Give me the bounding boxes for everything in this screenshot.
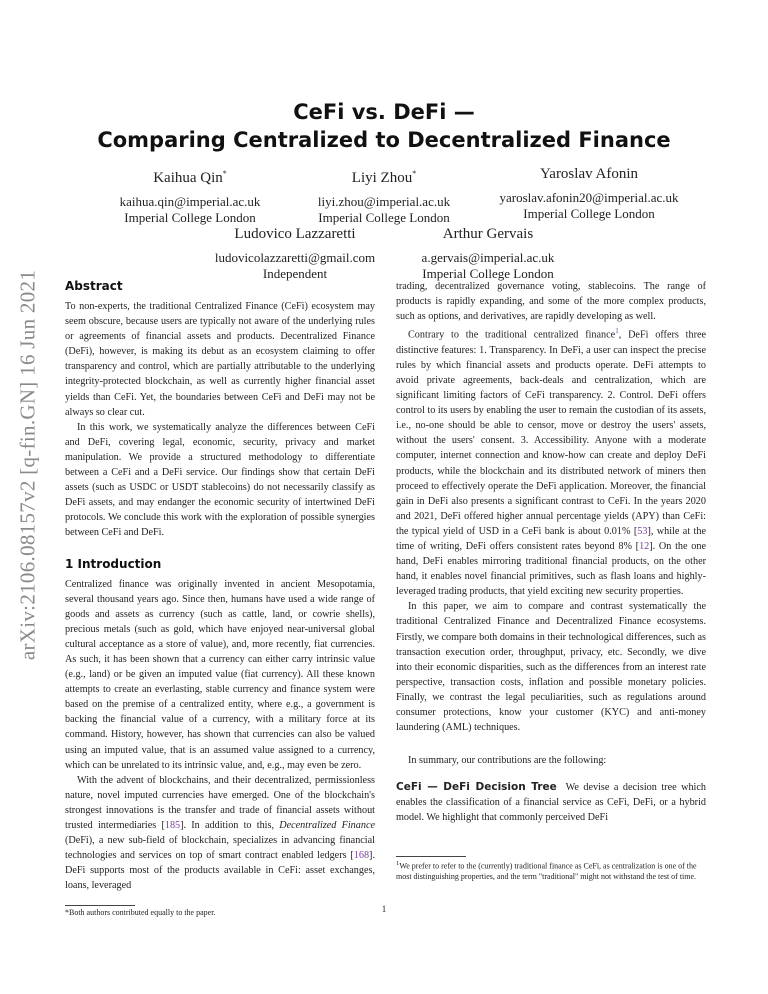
body-paragraph: Contrary to the traditional centralized finance$^1$, DeFi offers three distinctive features: 1. Transparency. In DeFi, a user can inspect the precise rules by which financial assets and products operate. DeFi attempts to avoid private agreements, back-deals and centralization, which are significant limiting factors of CeFi transparency. 2. Control. DeFi offers control to its users by enabling the user to remain the custodian of its assets, i.e., no-one should be able to censor, move or destroy the users' assets, without the users' consent. 3. Accessibility. Anyone with a moderate computer, internet connection and know-how can create and deploy DeFi products, while the blockchain and its distributed network of miners then proceed to effectively operate the DeFi application. Moreover, the financial gain in DeFi also presents a significant contrast to CeFi. In the years 2020 and 2021, DeFi offered higher annual percentage yields (APY) than CeFi: the typical yield of USD in a CeFi bank is about 0.01% [53], while at the time of writing, DeFi offers consistent rates beyond 8% [12]. On the one hand, DeFi enables mirroring traditional financial products, on the other hand, it enables novel financial primitives, such as flash loans and highly-leveraged trading products, that yield exciting new security properties. [396, 327, 707, 598]
abstract-heading: Abstract [65, 279, 123, 293]
author-block: Kaihua Qin* kaihua.qin@imperial.ac.uk Imperial College London [95, 166, 285, 226]
page-number: 1 [381, 904, 387, 914]
footnote: *Both authors contributed equally to the paper. [65, 908, 216, 918]
author-affiliation: Imperial College London [523, 206, 655, 221]
citation-link[interactable]: 168 [353, 850, 370, 862]
author-affiliation: Imperial College London [124, 210, 256, 225]
right-column [396, 279, 706, 882]
author-name: Liyi Zhou [351, 170, 413, 186]
citation-link[interactable]: 185 [164, 820, 181, 831]
author-name: Kaihua Qin [153, 170, 223, 186]
body-paragraph: In summary, our contributions are the following: [408, 755, 607, 767]
introduction-paragraph: With the advent of blockchains, and their decentralized, permissionless nature, novel imputed currencies have emerged. One of the blockchain's strongest innovations is the transfer and trade of financial assets without trusted intermediaries [185]. In addition to this, Decentralized Finance (DeFi), a new sub-field of blockchain, specializes in advancing financial technologies and services on top of smart contract enabled ledgers [168]. DeFi supports most of the products available in CeFi: asset exchanges, loans, leveraged [65, 774, 375, 892]
author-affiliation: Imperial College London [422, 266, 554, 281]
author-email: a.gervais@imperial.ac.uk [421, 250, 555, 265]
author-block [484, 166, 694, 222]
author-affiliation: Independent [262, 266, 328, 281]
author-name: Yaroslav Afonin [539, 166, 639, 182]
arxiv-identifier: arXiv:2106.08157v2 [q-fin.GN] 16 Jun 2021 [15, 269, 40, 661]
left-column [65, 279, 375, 919]
body-paragraph: In this paper, we aim to compare and contrast systematically the traditional Centralized Finance and Decentralized Finance ecosystems. Firstly, we compare both domains in their technological differences, such as transaction execution order, throughput, privacy, etc. Secondly, we dive into their economic disparities, such as the differences from an interest rate perspective, transaction costs, inflation and possible monetary policies. Finally, we contrast the legal peculiarities, such as regulations around consumer protections, know your customer (KYC) and anti-money laundering (AML) techniques. [396, 601, 706, 734]
citation-link[interactable]: 53 [637, 525, 648, 537]
abstract-paragraph: In this work, we systematically analyze the differences between CeFi and DeFi, covering legal, economic, security, privacy and market manipulation. We provide a structured methodology to differentiate between a CeFi and a DeFi service. Our findings show that certain DeFi assets (such as USDC or USDT stablecoins) do not necessarily classify as DeFi assets, and may endanger the economic security of intertwined DeFi protocols. We conclude this work with the exploration of possible synergies between CeFi and DeFi. [65, 421, 375, 539]
footnote-link[interactable]: 1 [615, 327, 619, 336]
footnote: $^1$We prefer to refer to the (currently) traditional finance as CeFi, as centralization is one of the most distinguishing properties, and the term "traditional" might not withstand the test of time. [396, 859, 697, 881]
introduction-paragraph: Centralized finance was originally invented in ancient Mesopotamia, several thousand years ago. Since then, humans have used a wide range of goods and assets as currency (such as cattle, land, or cowrie shells), precious metals (such as gold, which have enjoyed near-universal global cultural acceptance as a store of value), and, more recently, fiat currencies. As such, it has been shown that a currency can either carry intrinsic value (e.g., land) or be given an imputed value (fiat currency). All these known attempts to create an everlasting, stable currency and finance system were based on the premise of a centralized entity, where e.g., a government is backing the financial value of a currency, with a military force at its command. History, however, has shown that currencies can also be valued using an imputed value, that is an assumed value assigned to a currency, which can be unrelated to its intrinsic value, and, e.g., may even be zero. [65, 578, 375, 771]
author-name: Ludovico Lazzaretti [234, 226, 356, 242]
contribution-item: CeFi — DeFi Decision Tree We devise a decision tree which enables the classification of a financial service as CeFi, DeFi, or a hybrid model. We highlight that commonly perceived DeFi [396, 781, 707, 824]
citation-link[interactable]: 12 [639, 540, 650, 552]
paper-title: CeFi vs. DeFi — Comparing Centralized to Decentralized Finance [97, 100, 671, 152]
author-email: ludovicolazzaretti@gmail.com [214, 250, 376, 265]
author-email: liyi.zhou@imperial.ac.uk [317, 194, 451, 209]
author-block: Liyi Zhou* liyi.zhou@imperial.ac.uk Imperial College London [289, 166, 479, 226]
author-affiliation: Imperial College London [318, 210, 450, 225]
author-name: Arthur Gervais [442, 226, 534, 242]
author-email: yaroslav.afonin20@imperial.ac.uk [499, 190, 679, 205]
author-email: kaihua.qin@imperial.ac.uk [119, 194, 261, 209]
author-block [383, 226, 593, 282]
abstract-paragraph: To non-experts, the traditional Centralized Finance (CeFi) ecosystem may seem obscure, because users are typically not aware of the underlying rules or agreements of financial assets and products. Decentralized Finance (DeFi), however, is making its debut as an ecosystem claiming to offer transparency and control, which are partially attributable to the underlying integrity-protected blockchain, as well as currently higher financial asset yields than CeFi. Yet, the boundaries between CeFi and DeFi may not be always so clear cut. [65, 301, 375, 418]
author-block [180, 226, 410, 282]
introduction-heading: 1 Introduction [65, 556, 162, 571]
footnote-rule [396, 856, 466, 857]
body-paragraph: trading, decentralized governance voting, stablecoins. The range of products is rapidly expanding, and some of the more complex products, such as options, and derivatives, are rapidly developing as well. [396, 281, 706, 323]
